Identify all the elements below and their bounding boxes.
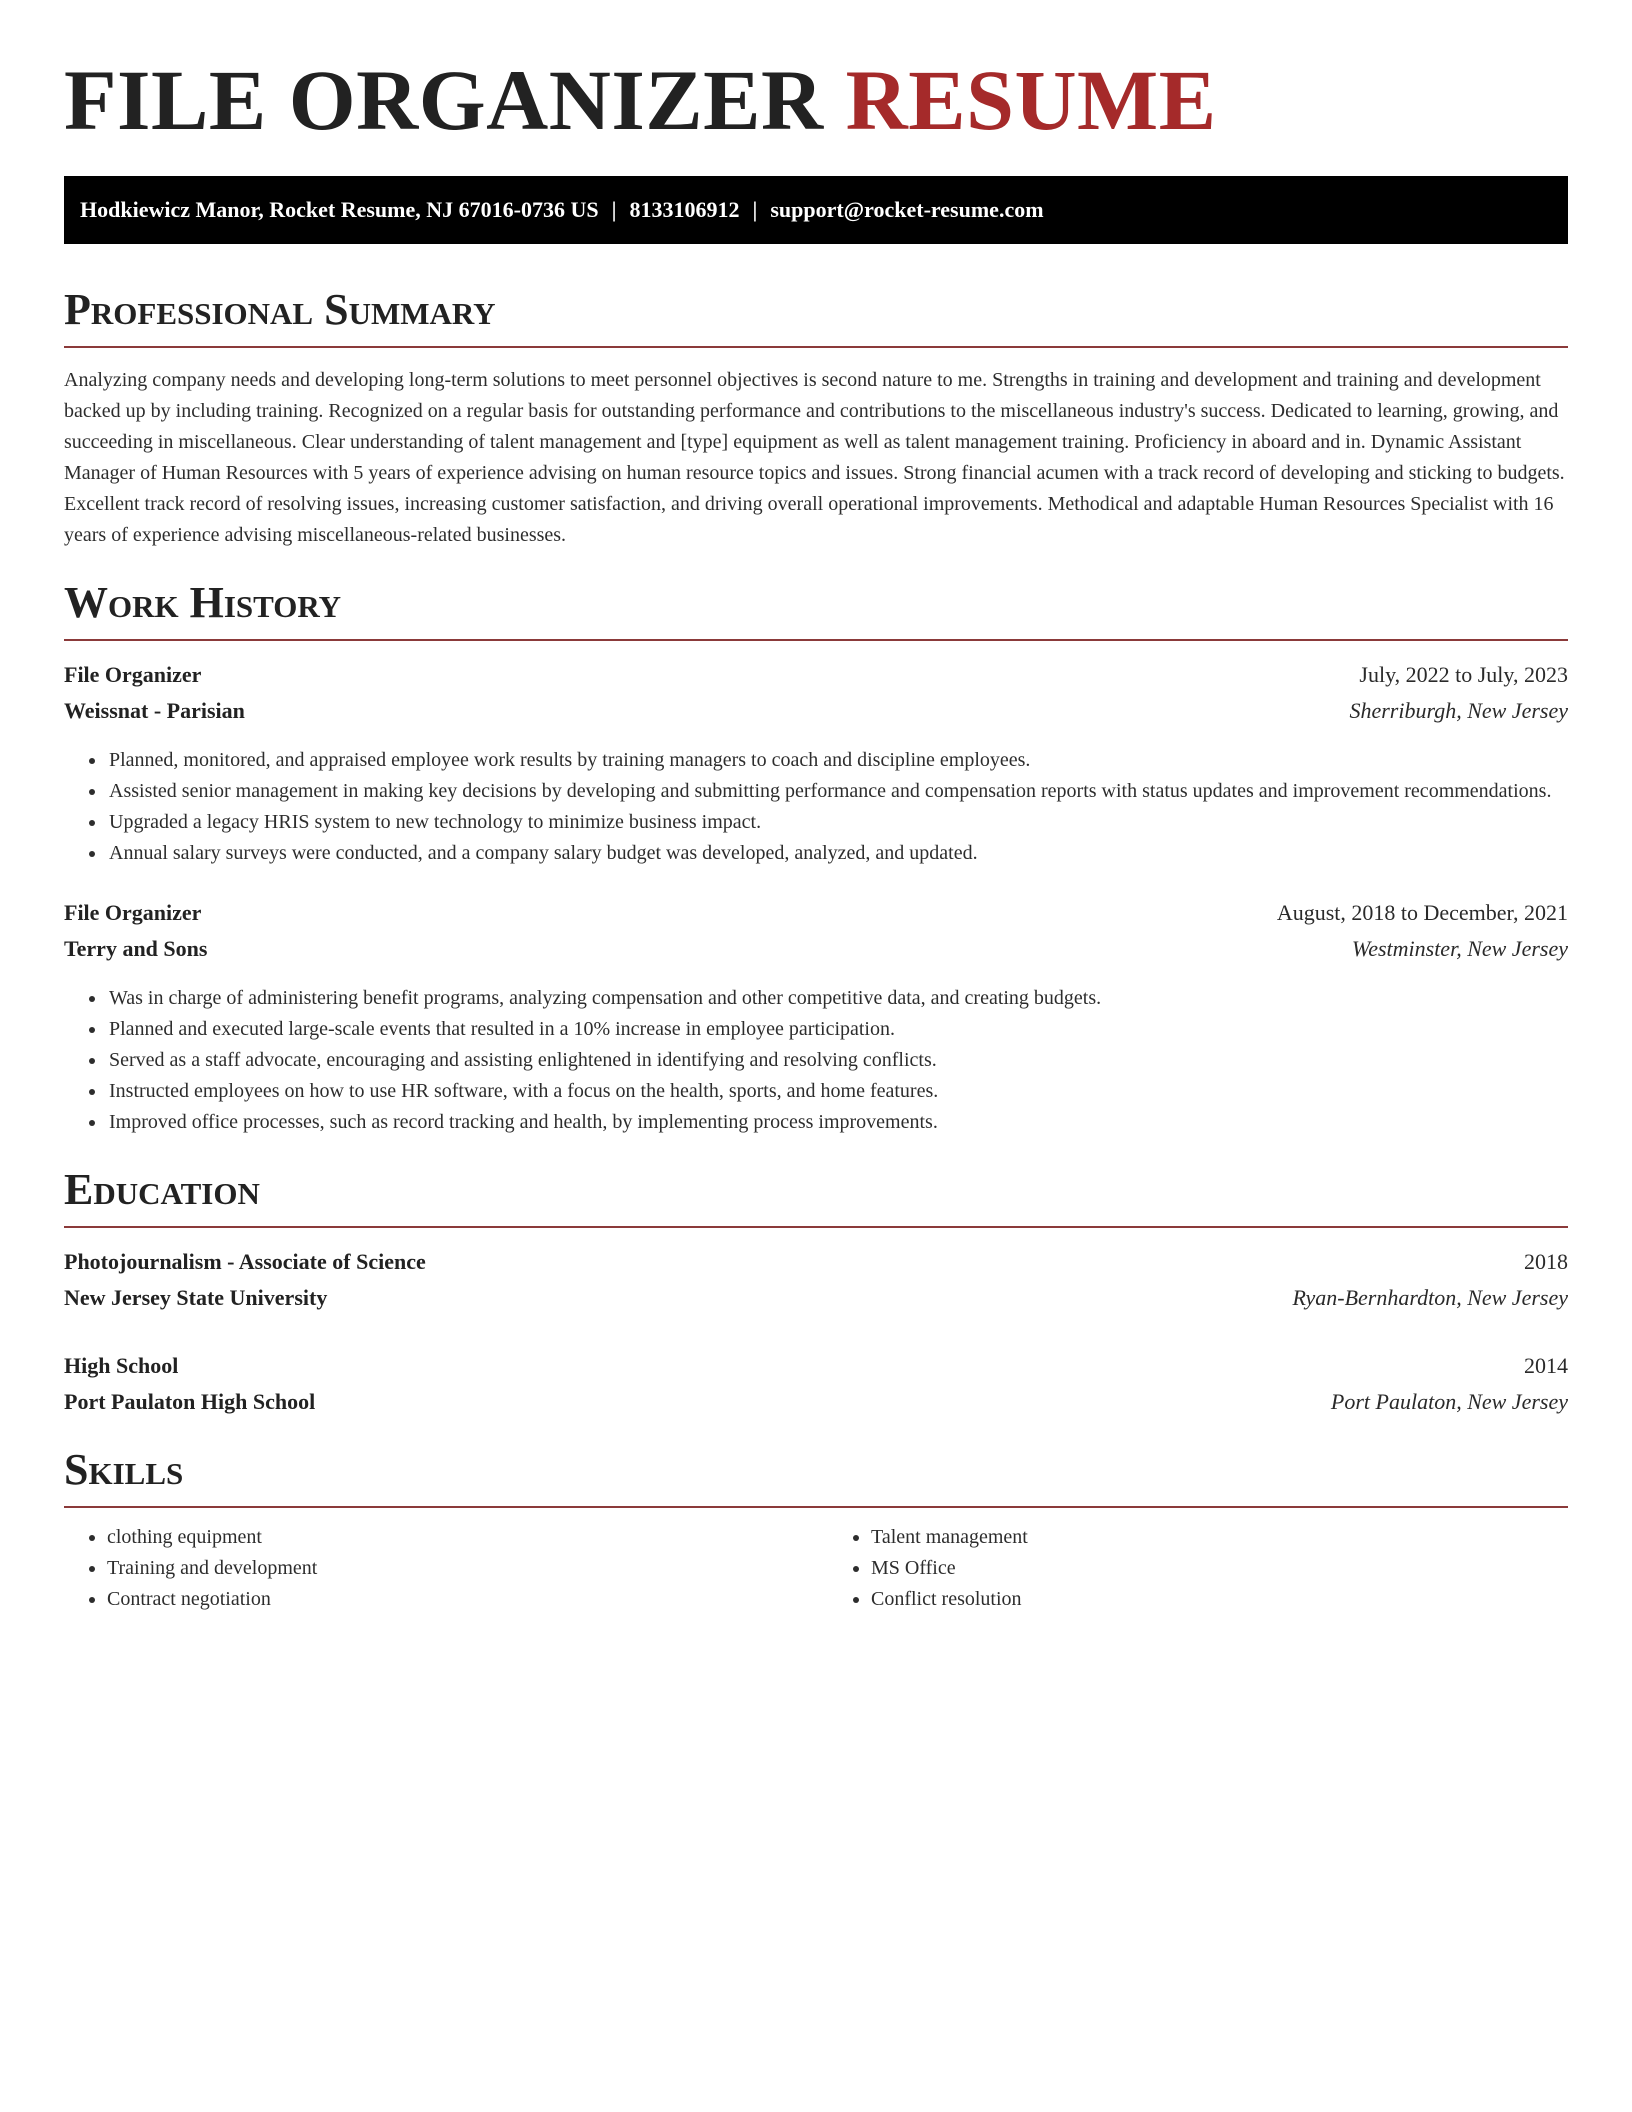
- job-bullets: [64, 745, 1568, 869]
- job-title: File Organizer: [64, 900, 202, 925]
- education-section: [64, 1164, 1568, 1420]
- job-company-row: [64, 931, 1568, 967]
- job-bullet: • Annual salary surveys were conducted, and a company salary budget was developed, analyzed, and updated.: [107, 838, 1568, 869]
- skill-item: • Training and development: [107, 1553, 804, 1584]
- work-history-section: [64, 577, 1568, 1138]
- education-school: New Jersey State University: [64, 1285, 328, 1310]
- skills-list-right: [828, 1522, 1568, 1615]
- skills-grid: [64, 1522, 1568, 1615]
- education-school-row: [64, 1384, 1568, 1420]
- job-location: Westminster, New Jersey: [1351, 936, 1568, 961]
- skills-list-left: [64, 1522, 804, 1615]
- education-heading: Education: [64, 1164, 1568, 1228]
- job-bullet: • Upgraded a legacy HRIS system to new technology to minimize business impact.: [107, 807, 1568, 838]
- contact-address: Hodkiewicz Manor, Rocket Resume, NJ 67016-0736 US: [80, 197, 599, 222]
- skills-section: [64, 1444, 1568, 1615]
- resume-page: [64, 0, 1568, 1615]
- education-entry: [64, 1348, 1568, 1420]
- job-header-row: [64, 895, 1568, 931]
- job-entry: [64, 895, 1568, 1138]
- education-location: Ryan-Bernhardton, New Jersey: [1292, 1285, 1568, 1310]
- job-company: Terry and Sons: [64, 936, 208, 961]
- job-title: File Organizer: [64, 662, 202, 687]
- job-company-row: [64, 693, 1568, 729]
- skill-item: • Conflict resolution: [871, 1584, 1568, 1615]
- contact-phone: 8133106912: [629, 197, 740, 222]
- summary-section: [64, 284, 1568, 551]
- work-history-heading: Work History: [64, 577, 1568, 641]
- skill-item: • Contract negotiation: [107, 1584, 804, 1615]
- job-dates: July, 2022 to July, 2023: [1359, 662, 1568, 687]
- education-degree: Photojournalism - Associate of Science: [64, 1249, 426, 1274]
- job-bullet: • Instructed employees on how to use HR software, with a focus on the health, sports, and home features.: [107, 1076, 1568, 1107]
- education-location: Port Paulaton, New Jersey: [1330, 1389, 1568, 1414]
- job-bullet: • Served as a staff advocate, encouraging and assisting enlightened in identifying and resolving conflicts.: [107, 1045, 1568, 1076]
- title-main: FILE ORGANIZER: [64, 52, 824, 148]
- job-company: Weissnat - Parisian: [64, 698, 245, 723]
- job-bullet: • Improved office processes, such as record tracking and health, by implementing process improvements.: [107, 1107, 1568, 1138]
- education-degree: High School: [64, 1353, 179, 1378]
- skill-item: • MS Office: [871, 1553, 1568, 1584]
- skill-item: • Talent management: [871, 1522, 1568, 1553]
- contact-bar: [64, 176, 1568, 244]
- job-header-row: [64, 657, 1568, 693]
- contact-separator: |: [611, 197, 617, 222]
- education-school-row: [64, 1280, 1568, 1316]
- job-bullets: [64, 983, 1568, 1138]
- education-year: 2018: [1524, 1249, 1568, 1274]
- education-year: 2014: [1524, 1353, 1568, 1378]
- job-bullet: • Was in charge of administering benefit programs, analyzing compensation and other competitive data, and creating budgets.: [107, 983, 1568, 1014]
- summary-heading: Professional Summary: [64, 284, 1568, 348]
- job-bullet: • Planned, monitored, and appraised employee work results by training managers to coach and discipline employees.: [107, 745, 1568, 776]
- skills-heading: Skills: [64, 1444, 1568, 1508]
- job-bullet: • Planned and executed large-scale events that resulted in a 10% increase in employee participation.: [107, 1014, 1568, 1045]
- skill-item: • clothing equipment: [107, 1522, 804, 1553]
- job-dates: August, 2018 to December, 2021: [1276, 900, 1568, 925]
- job-entry: [64, 657, 1568, 869]
- contact-separator: |: [752, 197, 758, 222]
- job-bullet: • Assisted senior management in making key decisions by developing and submitting performance and compensation reports with status updates and improvement recommendations.: [107, 776, 1568, 807]
- title-accent: RESUME: [845, 52, 1217, 148]
- education-entry: [64, 1244, 1568, 1316]
- education-degree-row: [64, 1244, 1568, 1280]
- education-degree-row: [64, 1348, 1568, 1384]
- summary-text: Analyzing company needs and developing long-term solutions to meet personnel objectives is second nature to me. Strengths in training and development and training and development backed up by including training. Recognized on a regular basis for outstanding performance and contributions to the miscellaneous industry's success. Dedicated to learning, growing, and succeeding in miscellaneous. Clear understanding of talent management and [type] equipment as well as talent management training. Proficiency in aboard and in. Dynamic Assistant Manager of Human Resources with 5 years of experience advising on human resource topics and issues. Strong financial acumen with a track record of developing and sticking to budgets. Excellent track record of resolving issues, increasing customer satisfaction, and driving overall operational improvements. Methodical and adaptable Human Resources Specialist with 16 years of experience advising miscellaneous-related businesses.: [64, 369, 1565, 546]
- resume-title: [64, 0, 1568, 148]
- job-location: Sherriburgh, New Jersey: [1349, 698, 1568, 723]
- contact-email: support@rocket-resume.com: [770, 197, 1044, 222]
- education-school: Port Paulaton High School: [64, 1389, 316, 1414]
